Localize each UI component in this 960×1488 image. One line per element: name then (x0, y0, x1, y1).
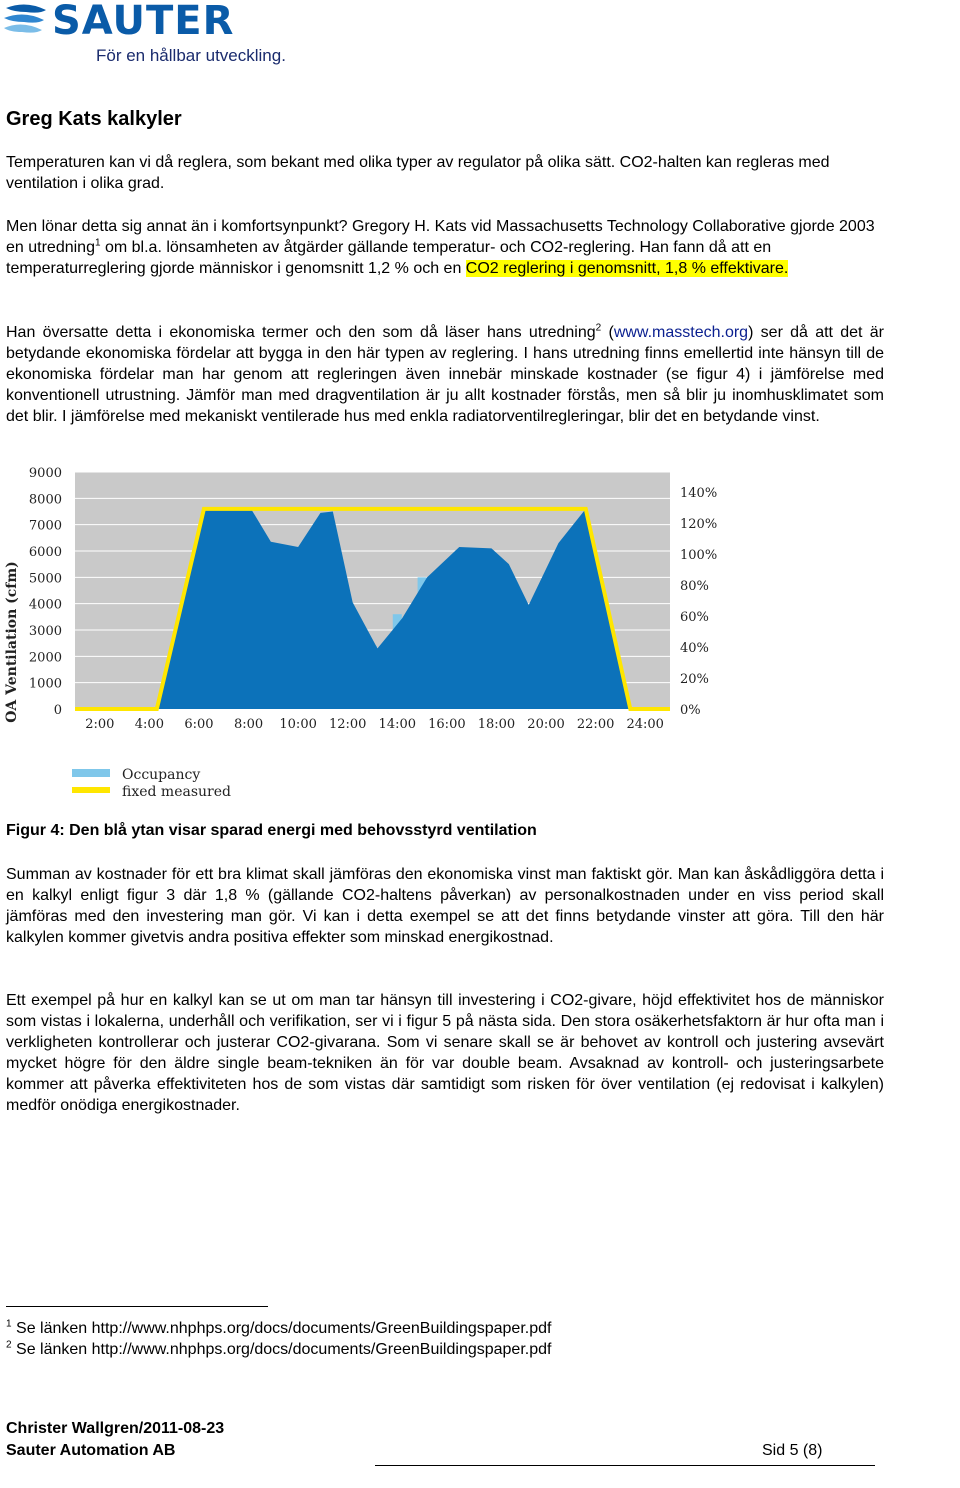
x-tick-label: 22:00 (576, 717, 615, 732)
y-tick-label: 7000 (28, 518, 62, 534)
x-tick-label: 6:00 (184, 717, 214, 732)
legend-label-occupancy: Occupancy (122, 767, 201, 783)
footnote-ref-1: 1 (94, 237, 101, 249)
figure-caption: Figur 4: Den blå ytan visar sparad energi med behovsstyrd ventilation (6, 822, 537, 839)
x-tick-label: 18:00 (477, 717, 516, 732)
paragraph-4: Summan av kostnader för ett bra klimat skall jämföras den ekonomiska vinst man faktiskt gör. Man kan åskådliggöra detta i en kalkyl enligt figur 3 där 1,8 % (gällande CO2-haltens påverkan) av personalkostnaden under en viss period skall jämföras med den investering man gör. Vi kan i detta exempel se att det finns betydande vinster att göra. Till den här kalkylen kommer givetvis andra positiva effekter som minskad energikostnad. (6, 866, 884, 946)
y-tick-label: 8000 (28, 492, 62, 508)
x-tick-label: 24:00 (626, 717, 664, 732)
x-axis-ticks (85, 717, 664, 732)
y-tick-label: 0 (53, 703, 62, 718)
x-tick-label: 8:00 (233, 717, 264, 732)
y-tick-label: 3000 (28, 624, 62, 639)
y-tick-label: 1000 (28, 676, 62, 692)
y-axis-ticks (29, 466, 62, 718)
x-tick-label: 16:00 (428, 717, 466, 732)
y-tick-label: 2000 (28, 650, 62, 666)
y2-tick-label: 60% (680, 610, 709, 625)
footer-rule (375, 1465, 875, 1466)
footer-author: Christer Wallgren/2011-08-23 (6, 1420, 225, 1437)
paragraph-2 (6, 216, 884, 279)
y2-tick-label: 140% (680, 486, 718, 501)
legend-label-fixed: fixed measured (122, 784, 231, 800)
paragraph-3-text-b: ( (601, 324, 614, 341)
paragraph-3-text-c: ) ser då att det är betydande ekonomiska fördelar att bygga in den här typen av reglering. I hans utredning finns emellertid inte hänsyn till de ekonomiska fördelar man har genom att regleringen även innebär minskade kostnader (se figur 4) i jämförelse med konventionell utrustning. Jämför man med dragventilation är ju allt kostnader förstås, men så blir ju inomhusklimatet som det blir. I jämförelse med mekaniskt ventilerade hus med enkla radiatorventilregleringar, blir det en betydande vinst. (6, 324, 884, 425)
paragraph-1: Temperaturen kan vi då reglera, som bekant med olika typer av regulator på olika sätt. CO2-halten kan regleras med ventilation i olika grad. (6, 154, 830, 192)
footnote-separator (6, 1306, 268, 1307)
x-tick-label: 2:00 (85, 717, 115, 732)
y2-tick-label: 120% (680, 517, 718, 532)
y-tick-label: 5000 (28, 571, 62, 587)
x-tick-label: 14:00 (378, 717, 417, 732)
ventilation-chart (0, 462, 760, 807)
legend-swatch-fixed (72, 787, 110, 793)
sauter-logo (0, 0, 290, 72)
masstech-link[interactable]: www.masstech.org (613, 324, 749, 341)
paragraph-3-text-a: Han översatte detta i ekonomiska termer och den som då läser hans utredning (6, 324, 596, 341)
y-tick-label: 4000 (28, 597, 62, 613)
x-tick-label: 10:00 (279, 717, 317, 732)
paragraph-5: Ett exempel på hur en kalkyl kan se ut om man tar hänsyn till investering i CO2-givare, höjd effektivitet hos de människor som vistas i lokalerna, underhåll och verifikation, ser vi i figur 5 på nästa sida. Den stora osäkerhetsfaktorn är hur ofta man i verkligheten kontrollerar och justerar CO2-givarana. Som vi senare skall se är behovet av kontroll och justering avsevärt mycket högre för den äldre single beam-tekniken än för var double beam. Avsaknad av kontroll- och justeringsarbete kommer att påverka effektiviteten hos de som vistas där samtidigt som risken för över ventilation (ej redovisat i kalkylen) medför onödiga energikostnader. (6, 992, 884, 1114)
paragraph-2-text-a: Men lönar detta sig annat än i komfortsynpunkt? Gregory H. Kats vid Massachusetts Technology Collaborative gjorde 2003 en utredning (6, 218, 875, 256)
logo-wordmark: SAUTER (52, 0, 235, 44)
footnote-2-number: 2 (6, 1339, 12, 1351)
x-tick-label: 12:00 (328, 717, 367, 732)
y2-tick-label: 80% (680, 579, 709, 594)
paragraph-2-text-b: om bl.a. lönsamheten av åtgärder gällande temperatur- och CO2-reglering. Han fann då att en temperaturreglering gjorde människor i genomsnitt 1,2 % och en (6, 239, 772, 277)
footer-company: Sauter Automation AB (6, 1442, 176, 1459)
y-tick-label: 9000 (28, 466, 62, 481)
logo-tagline: För en hållbar utveckling. (96, 46, 286, 65)
y2-tick-label: 20% (680, 672, 709, 687)
x-tick-label: 20:00 (527, 717, 565, 732)
highlighted-text: CO2 reglering i genomsnitt, 1,8 % effektivare. (465, 260, 789, 277)
section-title: Greg Kats kalkyler (6, 108, 182, 130)
footnote-2-text: Se länken http://www.nhphps.org/docs/documents/GreenBuildingspaper.pdf (16, 1341, 552, 1358)
footnote-2 (6, 1339, 551, 1360)
page-number: Sid 5 (8) (762, 1442, 823, 1459)
footnote-1 (6, 1318, 551, 1339)
y2-axis-ticks (680, 486, 717, 718)
y-tick-label: 6000 (28, 545, 62, 560)
y-axis-label: OA Ventilation (cfm) (4, 561, 20, 723)
footnote-1-number: 1 (6, 1318, 12, 1330)
logo-mark-icon (0, 2, 52, 50)
x-tick-label: 4:00 (134, 717, 164, 732)
y2-tick-label: 100% (680, 548, 718, 563)
footnote-ref-2: 2 (595, 322, 602, 334)
legend-swatch-occupancy (72, 769, 110, 777)
y2-tick-label: 0% (680, 703, 701, 718)
footnote-1-text: Se länken http://www.nhphps.org/docs/documents/GreenBuildingspaper.pdf (16, 1320, 552, 1337)
y2-tick-label: 40% (680, 641, 709, 656)
paragraph-3 (6, 322, 884, 427)
